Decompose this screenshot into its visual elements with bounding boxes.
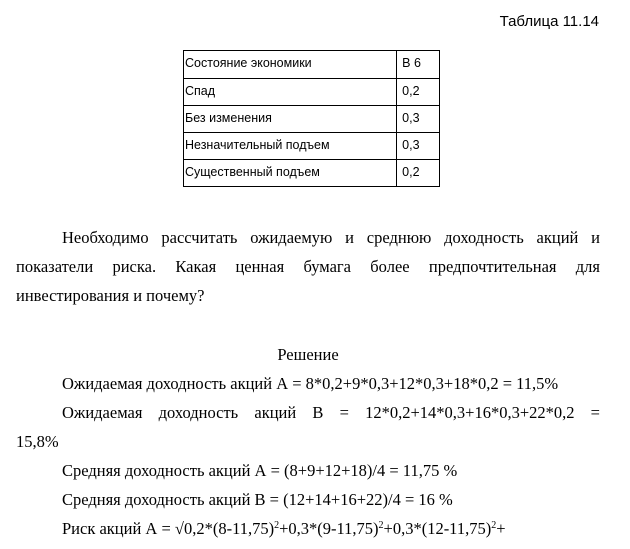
average-return-a: Средняя доходность акций А = (8+9+12+18)/4 = 11,75 % [62,461,458,480]
table-row [184,79,440,106]
table-row [184,51,440,79]
table-cell-value: 0,2 [397,160,440,187]
exponent: 2 [491,520,497,531]
table-cell-label: Спад [184,79,397,106]
exponent: 2 [274,520,280,531]
solution-section [16,340,600,543]
table-cell-label: Состояние экономики [184,51,397,79]
table-cell-value: 0,3 [397,106,440,133]
table-cell-label: Незначительный подъем [184,133,397,160]
expected-return-b-line1: Ожидаемая доходность акций В = 12*0,2+14*0,3+16*0,3+22*0,2 = [62,403,600,422]
risk-a-part: Риск акций А = √0,2*(8-11,75) [62,519,275,538]
table-row [184,133,440,160]
average-return-b: Средняя доходность акций В = (12+14+16+22)/4 = 16 % [62,490,453,509]
table-row [184,160,440,187]
table-cell-value: 0,2 [397,79,440,106]
risk-a-part: +0,3*(12-11,75) [383,519,492,538]
table-cell-label: Существенный подъем [184,160,397,187]
expected-return-a: Ожидаемая доходность акций А = 8*0,2+9*0,3+12*0,3+18*0,2 = 11,5% [62,374,559,393]
task-paragraph: Необходимо рассчитать ожидаемую и среднюю доходность акций и показатели риска. Какая ценная бумага более предпочтительная для инвестирования и почему? [16,228,600,305]
risk-a-part: +0,3*(9-11,75) [279,519,379,538]
task-section [16,223,600,310]
table-caption: Таблица 11.14 [499,13,599,30]
table-cell-label: Без изменения [184,106,397,133]
table-cell-value: В 6 [397,51,440,79]
solution-heading: Решение [277,345,339,364]
economy-state-table [183,50,440,187]
table-row [184,106,440,133]
table-cell-value: 0,3 [397,133,440,160]
expected-return-b-line2: 15,8% [16,432,59,451]
risk-a-formula [16,514,600,543]
risk-a-part: + [496,519,506,538]
exponent: 2 [378,520,384,531]
